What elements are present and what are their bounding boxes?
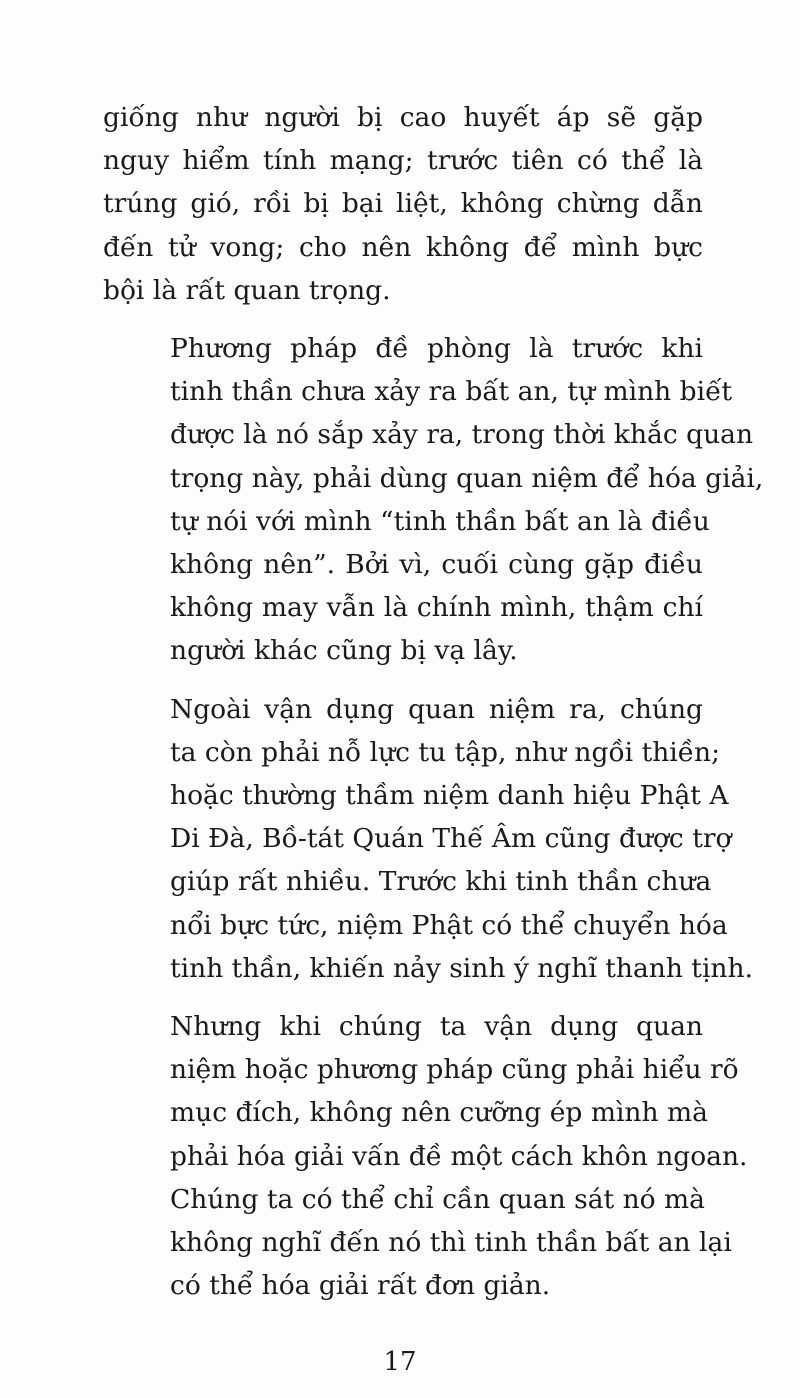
text-line: không nên”. Bởi vì, cuối cùng gặp điều xyxy=(170,549,703,581)
body-text xyxy=(103,96,764,1307)
text-line: tự nói với mình “tinh thần bất an là điều xyxy=(170,505,710,537)
text-line: nguy hiểm tính mạng; trước tiên có thể là xyxy=(103,145,703,177)
text-line: phải hóa giải vấn đề một cách khôn ngoan. xyxy=(170,1140,748,1172)
text-line: mục đích, không nên cưỡng ép mình mà xyxy=(170,1097,708,1129)
text-line: Di Đà, Bồ-tát Quán Thế Âm cũng được trợ xyxy=(170,823,732,855)
text-line: không may vẫn là chính mình, thậm chí xyxy=(170,592,703,624)
paragraph xyxy=(103,688,753,990)
text-line: không nghĩ đến nó thì tinh thần bất an lại xyxy=(170,1227,732,1259)
text-line: nổi bực tức, niệm Phật có thể chuyển hóa xyxy=(170,909,728,941)
text-line: Phương pháp đề phòng là trước khi xyxy=(170,333,703,365)
text-line: hoặc thường thầm niệm danh hiệu Phật A xyxy=(170,780,729,812)
text-line: bội là rất quan trọng. xyxy=(103,274,391,306)
page-number: 17 xyxy=(383,1347,417,1377)
text-line: trọng này, phải dùng quan niệm để hóa giải, xyxy=(170,462,764,494)
paragraph xyxy=(103,1005,748,1307)
text-line: trúng gió, rồi bị bại liệt, không chừng dẫn xyxy=(103,188,703,220)
text-line: niệm hoặc phương pháp cũng phải hiểu rõ xyxy=(170,1054,739,1086)
text-line: tinh thần, khiến nảy sinh ý nghĩ thanh tịnh. xyxy=(170,952,753,984)
text-line: ta còn phải nỗ lực tu tập, như ngồi thiền; xyxy=(170,736,721,768)
paragraph xyxy=(103,96,703,312)
text-line: người khác cũng bị vạ lây. xyxy=(170,635,518,667)
text-line: Chúng ta có thể chỉ cần quan sát nó mà xyxy=(170,1183,705,1215)
text-line: có thể hóa giải rất đơn giản. xyxy=(170,1270,551,1302)
text-line: Ngoài vận dụng quan niệm ra, chúng xyxy=(170,693,703,725)
text-line: tinh thần chưa xảy ra bất an, tự mình biết xyxy=(170,376,733,408)
text-line: giúp rất nhiều. Trước khi tinh thần chưa xyxy=(170,866,712,898)
text-line: đến tử vong; cho nên không để mình bực xyxy=(103,231,703,263)
text-line: giống như người bị cao huyết áp sẽ gặp xyxy=(103,102,703,133)
text-line: Nhưng khi chúng ta vận dụng quan xyxy=(170,1011,703,1043)
paragraph xyxy=(103,327,764,673)
text-line: được là nó sắp xảy ra, trong thời khắc quan xyxy=(170,419,754,451)
